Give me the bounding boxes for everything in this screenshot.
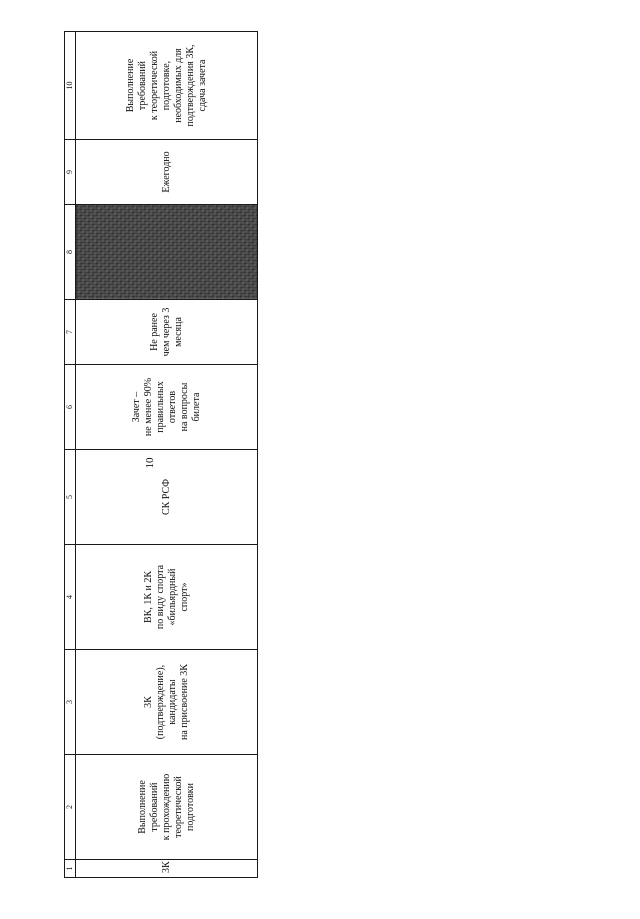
cell-text: 3К (подтверждение), кандидаты на присвоение 3К bbox=[142, 664, 190, 740]
organizer-cell bbox=[76, 450, 258, 545]
rotated-table-container bbox=[64, 32, 258, 878]
cell-text: Ежегодно bbox=[160, 151, 172, 193]
cell-text: ВК, 1К и 2К по виду спорта «бильярдный спорт» bbox=[142, 564, 190, 630]
column-number: 5 bbox=[65, 450, 76, 545]
pass-criteria-cell bbox=[76, 365, 258, 450]
cell-text: Зачет – не менее 90% правильных ответов на вопросы билета bbox=[130, 377, 202, 437]
cell-text: Выполнение требований к прохождению теоретической подготовки bbox=[136, 773, 196, 841]
confirmation-requirement-cell bbox=[76, 32, 258, 140]
requirement-cell bbox=[76, 755, 258, 860]
table-row bbox=[76, 32, 258, 878]
column-number: 4 bbox=[65, 545, 76, 650]
examiners-cell bbox=[76, 545, 258, 650]
column-number: 7 bbox=[65, 300, 76, 365]
cell-text: СК РСФ bbox=[160, 478, 172, 516]
column-number: 1 bbox=[65, 860, 76, 878]
column-number: 6 bbox=[65, 365, 76, 450]
requirements-table bbox=[64, 31, 258, 878]
column-number: 2 bbox=[65, 755, 76, 860]
column-number: 10 bbox=[65, 32, 76, 140]
column-number: 3 bbox=[65, 650, 76, 755]
candidates-cell bbox=[76, 650, 258, 755]
qualification-category-cell bbox=[76, 860, 258, 878]
cell-text: 3К bbox=[160, 861, 172, 873]
shaded-cell bbox=[76, 205, 258, 300]
column-number: 9 bbox=[65, 140, 76, 205]
frequency-cell bbox=[76, 140, 258, 205]
cell-text: Выполнение требований к теоретической подготовке, необходимых для подтверждения 3К, сдача зачета bbox=[124, 44, 208, 127]
page-number: 10 bbox=[144, 457, 156, 469]
column-number-row bbox=[65, 32, 76, 878]
retake-period-cell bbox=[76, 300, 258, 365]
cell-text: Не ранее чем через 3 месяца bbox=[148, 307, 184, 357]
column-number: 8 bbox=[65, 205, 76, 300]
